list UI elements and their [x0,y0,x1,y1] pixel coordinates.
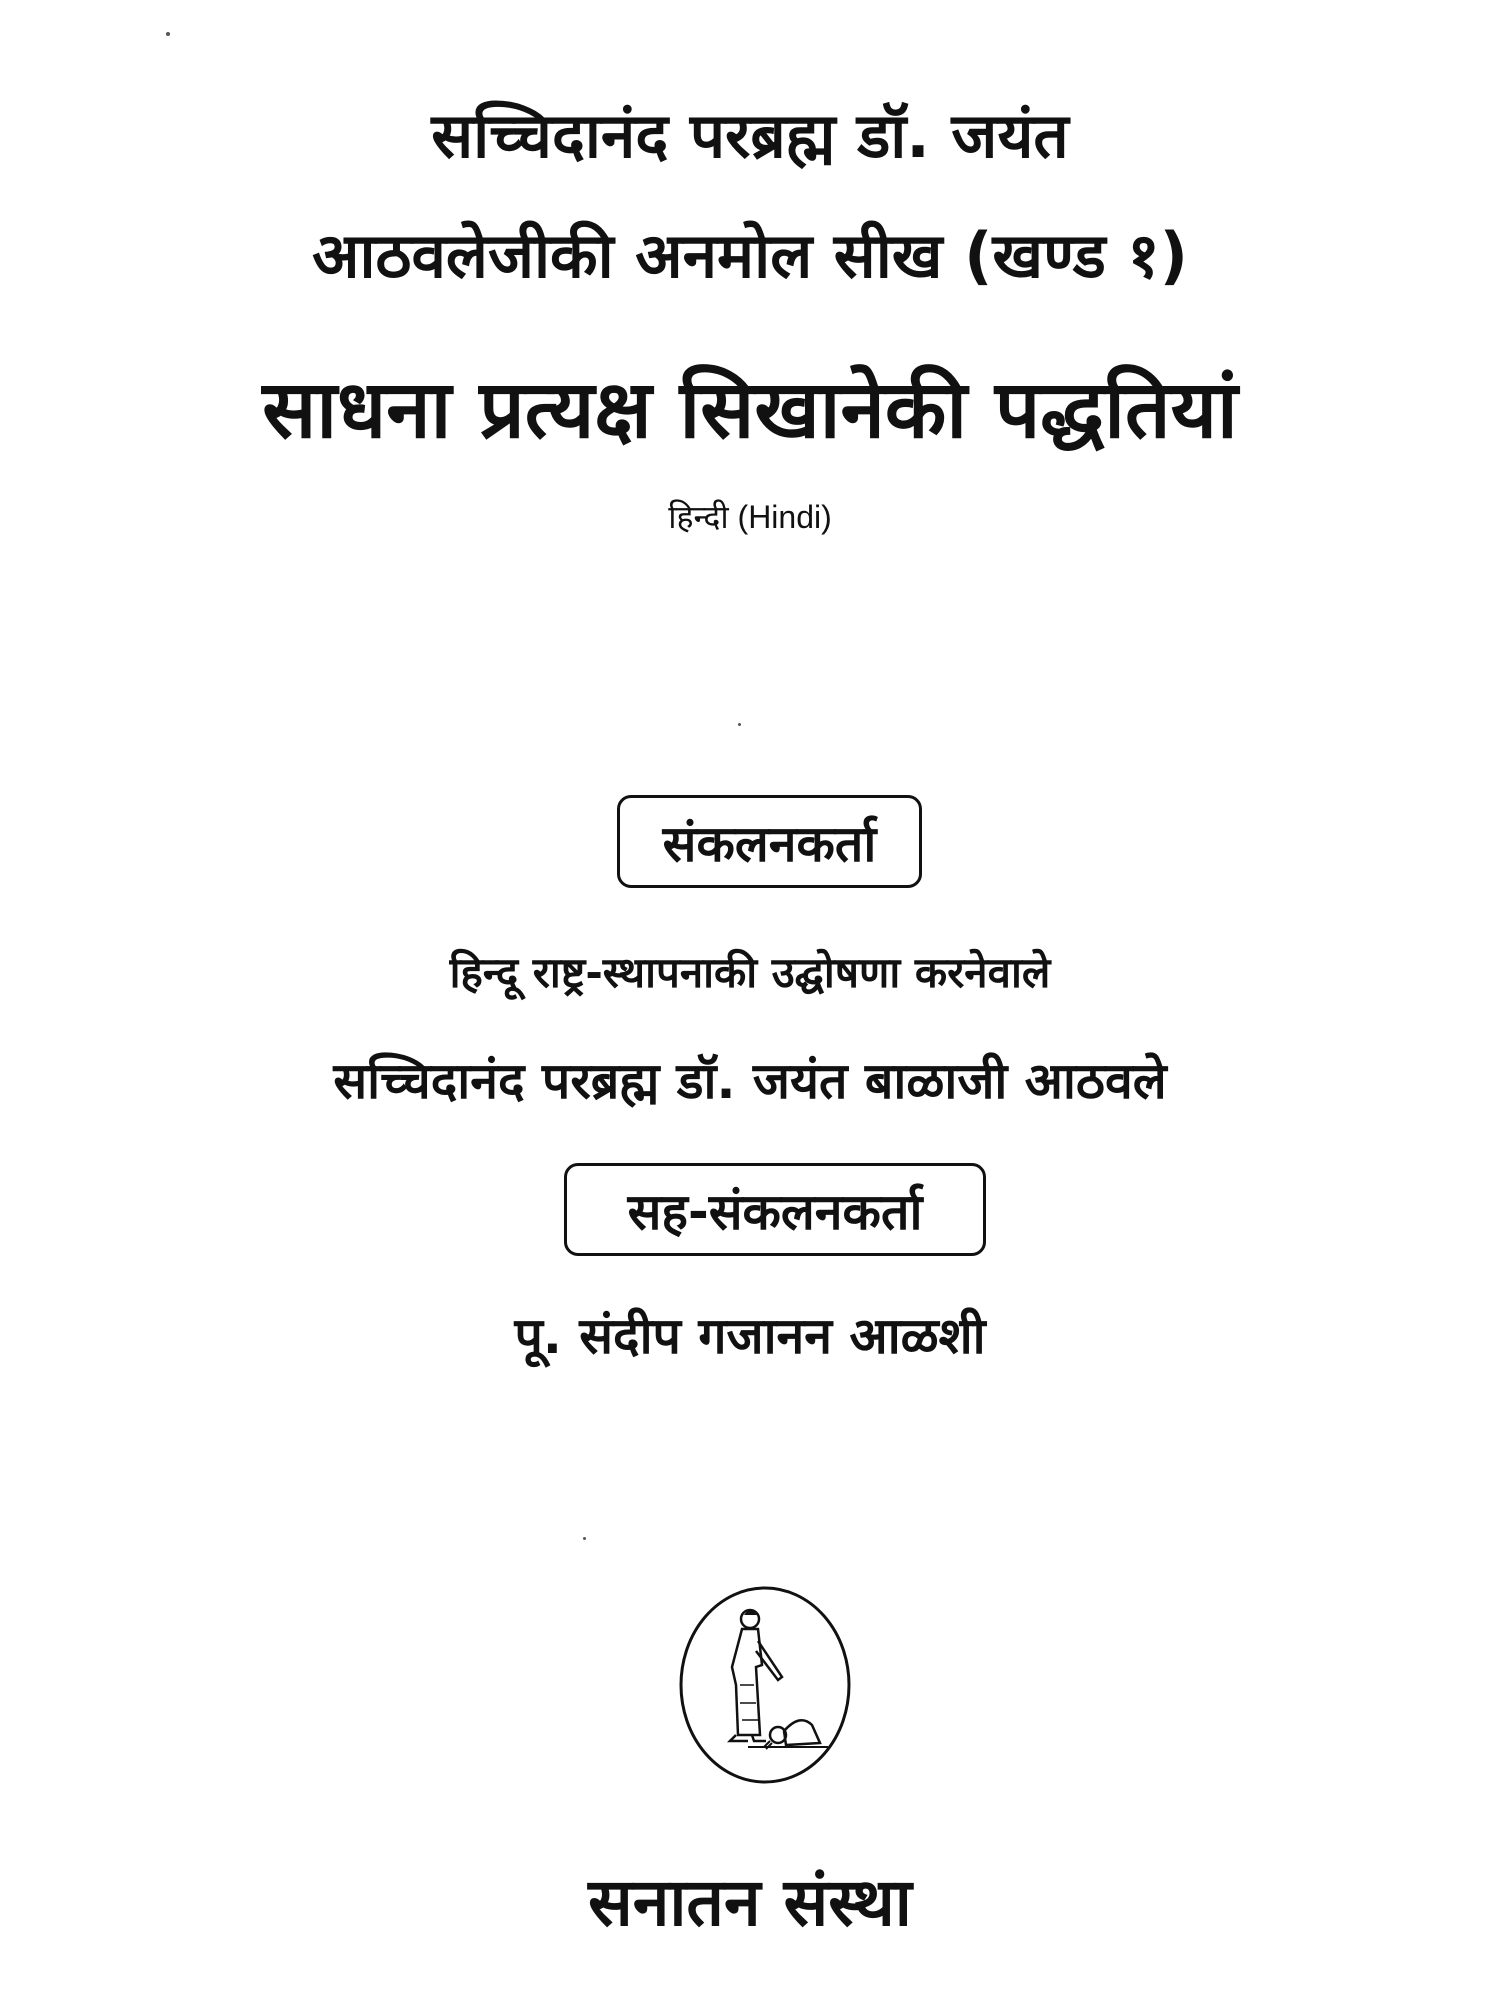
paper-speck [583,1537,586,1540]
compiler-label: संकलनकर्ता [662,814,877,873]
guru-disciple-emblem-icon [678,1585,852,1785]
main-title: साधना प्रत्यक्ष सिखानेकी पद्धतियां [262,363,1238,456]
series-title-line2: आठवलेजीकी अनमोल सीख (खण्ड १) [312,219,1188,292]
series-title-line1: सच्चिदानंद परब्रह्म डॉ. जयंत [431,99,1069,172]
paper-speck [738,723,741,726]
paper-speck [166,32,170,36]
co-compiler-label: सह-संकलनकर्ता [627,1182,923,1241]
publisher-name: सनातन संस्था [588,1864,912,1941]
language-label: हिन्दी (Hindi) [668,499,832,535]
compiler-description: हिन्दू राष्ट्र-स्थापनाकी उद्घोषणा करनेवाले [449,948,1051,997]
co-compiler-label-box [564,1163,986,1256]
compiler-label-box [617,795,922,888]
compiler-name: सच्चिदानंद परब्रह्म डॉ. जयंत बाळाजी आठवले [333,1052,1167,1110]
co-compiler-name: पू. संदीप गजानन आळशी [514,1307,986,1365]
